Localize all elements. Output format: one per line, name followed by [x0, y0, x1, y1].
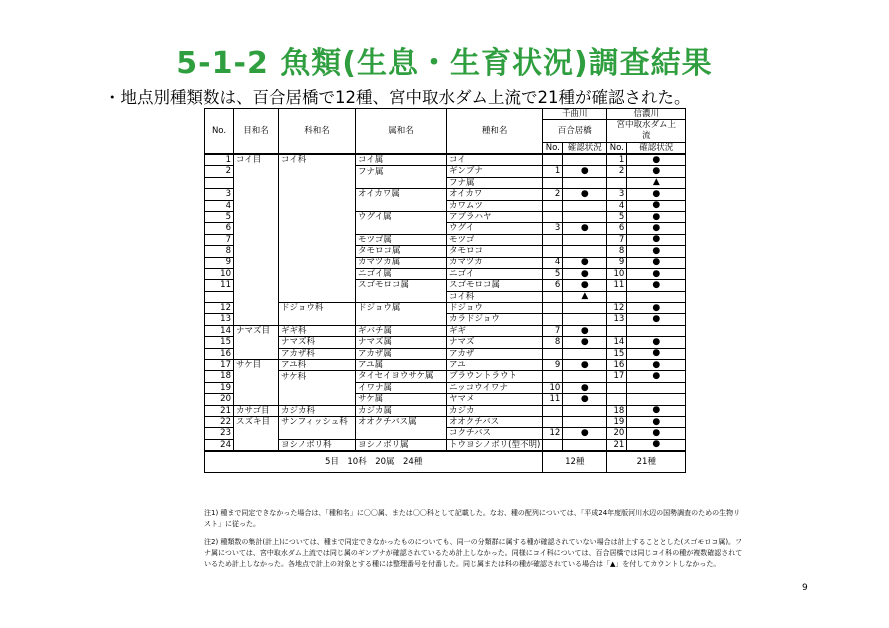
- row-site2-confirm: ●: [627, 428, 686, 439]
- row-site2-no: 2: [607, 166, 627, 177]
- row-genus: [356, 314, 447, 325]
- row-no: 8: [205, 246, 234, 257]
- row-order: スズキ目: [234, 416, 279, 427]
- row-order: [234, 394, 279, 405]
- row-order: [234, 291, 279, 302]
- row-site1-confirm: ▲: [563, 291, 607, 302]
- row-order: [234, 337, 279, 348]
- header-site1-confirm: 確認状況: [563, 143, 607, 155]
- row-site1-confirm: [563, 439, 607, 451]
- table-row: [205, 189, 686, 200]
- row-order: サケ目: [234, 360, 279, 371]
- row-order: ナマズ目: [234, 325, 279, 336]
- footnote-1: 注1) 種まで同定できなかった場合は、「種和名」に〇〇属、または〇〇科として記載した。なお、種の配列については、「平成24年度版河川水辺の国勢調査のための生物リスト」に従った。: [204, 509, 741, 528]
- row-site1-no: [543, 405, 563, 416]
- row-site1-confirm: ●: [563, 223, 607, 234]
- row-order: [234, 246, 279, 257]
- table-row: [205, 154, 686, 166]
- table-row: [205, 234, 686, 245]
- row-site1-confirm: ●: [563, 325, 607, 336]
- table-row: [205, 394, 686, 405]
- row-no: 22: [205, 416, 234, 427]
- header-site-yuriibashi: 百合居橋: [543, 120, 607, 143]
- row-family: [279, 268, 356, 279]
- row-genus: [356, 200, 447, 211]
- row-genus: サケ属: [356, 394, 447, 405]
- table-row: [205, 360, 686, 371]
- row-site2-no: 7: [607, 234, 627, 245]
- table-row: [205, 166, 686, 177]
- table-row: [205, 223, 686, 234]
- summary-bullet: ・地点別種類数は、百合居橋で12種、宮中取水ダム上流で21種が確認された。: [104, 88, 691, 107]
- row-site2-confirm: ●: [627, 360, 686, 371]
- row-family: サケ科: [279, 371, 356, 382]
- row-site2-confirm: ▲: [627, 177, 686, 188]
- row-site2-confirm: ●: [627, 303, 686, 314]
- row-no: 4: [205, 200, 234, 211]
- row-species: カラドジョウ: [447, 314, 543, 325]
- row-species: コイ: [447, 154, 543, 166]
- footnote-2: 注2) 種類数の集計(計上)については、種まで同定できなかったものについても、同一の分類群に属する種が確認されていない場合は計上することとした(スゴモロコ属)。フナ属については、宮中取水ダム上流では同じ属のギンブナが確認されているため計上しなかった。同様にコイ科については、百合居橋では同じコイ科の種が複数確認されているため計上しなかった。各地点で計上の対象とする種には整理番号を付番した。同じ属または科の種が確認されている場合は「▲」を付してカウントしなかった。: [204, 538, 743, 568]
- row-genus: カジカ属: [356, 405, 447, 416]
- row-site1-confirm: [563, 234, 607, 245]
- row-family: ヨシノボリ科: [279, 439, 356, 451]
- row-site2-confirm: ●: [627, 348, 686, 359]
- header-site2-confirm: 確認状況: [627, 143, 686, 155]
- row-site2-confirm: ●: [627, 200, 686, 211]
- row-site1-confirm: [563, 177, 607, 188]
- row-family: ドジョウ科: [279, 303, 356, 314]
- row-species: タモロコ: [447, 246, 543, 257]
- row-genus: ニゴイ属: [356, 268, 447, 279]
- header-species: 種和名: [447, 109, 543, 155]
- row-site2-no: 14: [607, 337, 627, 348]
- row-site2-no: 19: [607, 416, 627, 427]
- table-row: [205, 257, 686, 268]
- row-no: 19: [205, 382, 234, 393]
- table-row: [205, 268, 686, 279]
- row-site2-confirm: ●: [627, 268, 686, 279]
- summary-site2: 21種: [607, 451, 686, 473]
- row-site1-no: [543, 416, 563, 427]
- row-family: [279, 246, 356, 257]
- row-order: [234, 268, 279, 279]
- row-no: 20: [205, 394, 234, 405]
- footnotes: [204, 508, 744, 577]
- row-family: [279, 428, 356, 439]
- row-family: [279, 382, 356, 393]
- row-site1-no: [543, 200, 563, 211]
- row-species: ヤマメ: [447, 394, 543, 405]
- header-site2-no: No.: [607, 143, 627, 155]
- row-species: コクチバス: [447, 428, 543, 439]
- page-number: 9: [802, 583, 808, 593]
- row-site1-no: 2: [543, 189, 563, 200]
- row-site2-no: 20: [607, 428, 627, 439]
- row-genus: タモロコ属: [356, 246, 447, 257]
- row-order: [234, 189, 279, 200]
- row-genus: ナマズ属: [356, 337, 447, 348]
- row-site1-no: [543, 211, 563, 222]
- row-family: ギギ科: [279, 325, 356, 336]
- row-site1-no: [543, 314, 563, 325]
- row-no: 9: [205, 257, 234, 268]
- row-site2-confirm: [627, 325, 686, 336]
- row-no: [205, 177, 234, 188]
- fish-survey-table: [204, 108, 686, 473]
- row-site1-no: 7: [543, 325, 563, 336]
- row-genus: [356, 177, 447, 188]
- summary-row: [205, 451, 686, 473]
- header-river-shinano: 信濃川: [607, 109, 686, 120]
- row-no: 13: [205, 314, 234, 325]
- table-row: [205, 200, 686, 211]
- row-no: 16: [205, 348, 234, 359]
- table-row: [205, 303, 686, 314]
- row-order: [234, 303, 279, 314]
- row-genus: フナ属: [356, 166, 447, 177]
- row-species: トウヨシノボリ(型不明): [447, 439, 543, 451]
- row-no: [205, 291, 234, 302]
- row-family: ナマズ科: [279, 337, 356, 348]
- row-site2-confirm: ●: [627, 246, 686, 257]
- header-site-miyanaka: 宮中取水ダム上流: [607, 120, 686, 143]
- header-site1-no: No.: [543, 143, 563, 155]
- row-family: [279, 291, 356, 302]
- row-order: [234, 428, 279, 439]
- row-family: [279, 314, 356, 325]
- row-genus: アカザ属: [356, 348, 447, 359]
- row-family: [279, 257, 356, 268]
- row-site2-confirm: ●: [627, 211, 686, 222]
- row-site1-no: 5: [543, 268, 563, 279]
- row-site2-no: 9: [607, 257, 627, 268]
- row-site1-no: [543, 177, 563, 188]
- row-species: ニッコウイワナ: [447, 382, 543, 393]
- row-site1-confirm: [563, 405, 607, 416]
- row-site1-no: 12: [543, 428, 563, 439]
- row-site1-confirm: ●: [563, 360, 607, 371]
- table-row: [205, 314, 686, 325]
- row-order: [234, 371, 279, 382]
- row-genus: スゴモロコ属: [356, 280, 447, 291]
- table-row: [205, 246, 686, 257]
- row-site2-no: [607, 394, 627, 405]
- row-genus: ウグイ属: [356, 211, 447, 222]
- row-order: [234, 211, 279, 222]
- row-no: 12: [205, 303, 234, 314]
- table-row: [205, 428, 686, 439]
- row-site2-confirm: ●: [627, 166, 686, 177]
- row-site1-no: 9: [543, 360, 563, 371]
- row-family: アカザ科: [279, 348, 356, 359]
- row-family: [279, 394, 356, 405]
- table-row: [205, 211, 686, 222]
- row-site2-no: [607, 177, 627, 188]
- row-family: [279, 200, 356, 211]
- row-no: 18: [205, 371, 234, 382]
- row-family: [279, 189, 356, 200]
- row-order: カサゴ目: [234, 405, 279, 416]
- row-site1-confirm: [563, 314, 607, 325]
- row-order: [234, 280, 279, 291]
- row-site1-confirm: [563, 246, 607, 257]
- row-site1-confirm: [563, 200, 607, 211]
- table-row: [205, 337, 686, 348]
- row-genus: [356, 291, 447, 302]
- row-site2-confirm: [627, 382, 686, 393]
- row-family: サンフィッシュ科: [279, 416, 356, 427]
- row-species: フナ属: [447, 177, 543, 188]
- row-species: オオクチバス: [447, 416, 543, 427]
- row-order: [234, 177, 279, 188]
- row-site1-no: [543, 291, 563, 302]
- row-site2-no: 17: [607, 371, 627, 382]
- row-site1-no: 6: [543, 280, 563, 291]
- row-site2-confirm: ●: [627, 189, 686, 200]
- row-site1-confirm: ●: [563, 337, 607, 348]
- row-species: スゴモロコ属: [447, 280, 543, 291]
- row-site1-no: [543, 303, 563, 314]
- row-site2-confirm: ●: [627, 154, 686, 166]
- row-site2-no: 6: [607, 223, 627, 234]
- row-site2-confirm: ●: [627, 257, 686, 268]
- row-species: モツゴ: [447, 234, 543, 245]
- row-order: [234, 257, 279, 268]
- row-site2-confirm: ●: [627, 337, 686, 348]
- row-site1-no: [543, 154, 563, 166]
- header-river-chikuma: 千曲川: [543, 109, 607, 120]
- row-family: アユ科: [279, 360, 356, 371]
- row-species: ブラウントラウト: [447, 371, 543, 382]
- row-site2-no: [607, 291, 627, 302]
- row-no: 17: [205, 360, 234, 371]
- row-site1-confirm: ●: [563, 257, 607, 268]
- row-genus: オオクチバス属: [356, 416, 447, 427]
- row-family: [279, 223, 356, 234]
- table-row: [205, 416, 686, 427]
- row-site2-no: 10: [607, 268, 627, 279]
- row-site1-no: 10: [543, 382, 563, 393]
- header-order: 目和名: [234, 109, 279, 155]
- row-site1-confirm: [563, 348, 607, 359]
- row-no: 6: [205, 223, 234, 234]
- row-no: 10: [205, 268, 234, 279]
- row-no: 7: [205, 234, 234, 245]
- row-order: [234, 200, 279, 211]
- row-site1-no: 11: [543, 394, 563, 405]
- row-family: [279, 166, 356, 177]
- row-site2-no: 16: [607, 360, 627, 371]
- row-site2-confirm: ●: [627, 223, 686, 234]
- table-row: [205, 348, 686, 359]
- row-species: ドジョウ: [447, 303, 543, 314]
- table-row: [205, 280, 686, 291]
- row-family: カジカ科: [279, 405, 356, 416]
- row-site1-no: [543, 371, 563, 382]
- row-genus: アユ属: [356, 360, 447, 371]
- row-site1-no: [543, 234, 563, 245]
- row-species: カジカ: [447, 405, 543, 416]
- row-species: ウグイ: [447, 223, 543, 234]
- row-order: [234, 166, 279, 177]
- table-row: [205, 405, 686, 416]
- table-row: [205, 439, 686, 451]
- page-title: 5-1-2 魚類(生息・生育状況)調査結果: [176, 46, 713, 81]
- row-order: [234, 314, 279, 325]
- row-no: 3: [205, 189, 234, 200]
- row-no: 2: [205, 166, 234, 177]
- header-genus: 属和名: [356, 109, 447, 155]
- row-species: ナマズ: [447, 337, 543, 348]
- row-genus: [356, 223, 447, 234]
- row-no: 24: [205, 439, 234, 451]
- table-row: [205, 382, 686, 393]
- row-site2-confirm: ●: [627, 405, 686, 416]
- row-species: カマツカ: [447, 257, 543, 268]
- row-site1-confirm: ●: [563, 166, 607, 177]
- row-genus: タイセイヨウサケ属: [356, 371, 447, 382]
- row-species: ギンブナ: [447, 166, 543, 177]
- row-order: [234, 223, 279, 234]
- table-row: [205, 325, 686, 336]
- row-genus: カマツカ属: [356, 257, 447, 268]
- row-family: [279, 177, 356, 188]
- row-family: [279, 234, 356, 245]
- row-site1-no: 4: [543, 257, 563, 268]
- row-site2-no: 5: [607, 211, 627, 222]
- row-genus: モツゴ属: [356, 234, 447, 245]
- row-site2-no: 1: [607, 154, 627, 166]
- row-genus: オイカワ属: [356, 189, 447, 200]
- row-site2-confirm: ●: [627, 439, 686, 451]
- row-site1-confirm: ●: [563, 189, 607, 200]
- row-species: ニゴイ: [447, 268, 543, 279]
- row-species: アカザ: [447, 348, 543, 359]
- row-site2-no: 3: [607, 189, 627, 200]
- row-site1-confirm: [563, 154, 607, 166]
- row-family: [279, 280, 356, 291]
- row-species: オイカワ: [447, 189, 543, 200]
- row-genus: コイ属: [356, 154, 447, 166]
- row-site2-confirm: [627, 291, 686, 302]
- row-site2-no: 18: [607, 405, 627, 416]
- row-genus: ドジョウ属: [356, 303, 447, 314]
- row-no: 15: [205, 337, 234, 348]
- row-species: アユ: [447, 360, 543, 371]
- row-site1-confirm: ●: [563, 428, 607, 439]
- row-site1-no: 8: [543, 337, 563, 348]
- table-row: [205, 177, 686, 188]
- row-order: [234, 382, 279, 393]
- row-site1-confirm: [563, 416, 607, 427]
- row-site1-no: [543, 348, 563, 359]
- row-site1-confirm: ●: [563, 268, 607, 279]
- row-site1-confirm: ●: [563, 280, 607, 291]
- row-site2-confirm: ●: [627, 280, 686, 291]
- row-no: 23: [205, 428, 234, 439]
- row-genus: イワナ属: [356, 382, 447, 393]
- row-site1-no: 1: [543, 166, 563, 177]
- row-site2-no: 12: [607, 303, 627, 314]
- row-species: アブラハヤ: [447, 211, 543, 222]
- header-family: 科和名: [279, 109, 356, 155]
- row-site1-no: [543, 246, 563, 257]
- row-site2-confirm: ●: [627, 314, 686, 325]
- row-site1-confirm: [563, 211, 607, 222]
- row-site2-confirm: ●: [627, 371, 686, 382]
- row-order: [234, 348, 279, 359]
- table-body: [205, 154, 686, 451]
- row-site1-confirm: [563, 303, 607, 314]
- row-site2-no: 11: [607, 280, 627, 291]
- row-family: コイ科: [279, 154, 356, 166]
- row-no: 1: [205, 154, 234, 166]
- row-site1-confirm: [563, 371, 607, 382]
- row-genus: ギバチ属: [356, 325, 447, 336]
- row-site2-confirm: ●: [627, 416, 686, 427]
- summary-site1: 12種: [543, 451, 607, 473]
- row-genus: [356, 428, 447, 439]
- row-site2-confirm: ●: [627, 234, 686, 245]
- row-site2-no: 8: [607, 246, 627, 257]
- row-site2-no: [607, 382, 627, 393]
- row-site1-confirm: ●: [563, 394, 607, 405]
- row-site2-no: 15: [607, 348, 627, 359]
- row-site1-no: 3: [543, 223, 563, 234]
- table-row: [205, 291, 686, 302]
- row-site1-confirm: ●: [563, 382, 607, 393]
- row-site2-no: 13: [607, 314, 627, 325]
- row-site1-no: [543, 439, 563, 451]
- row-order: [234, 234, 279, 245]
- row-species: カワムツ: [447, 200, 543, 211]
- row-site2-confirm: [627, 394, 686, 405]
- row-species: ギギ: [447, 325, 543, 336]
- row-site2-no: 4: [607, 200, 627, 211]
- row-order: [234, 439, 279, 451]
- table-row: [205, 371, 686, 382]
- row-no: 11: [205, 280, 234, 291]
- row-site2-no: [607, 325, 627, 336]
- row-no: 14: [205, 325, 234, 336]
- row-family: [279, 211, 356, 222]
- summary-total: 5目 10科 20属 24種: [205, 451, 543, 473]
- header-no: No.: [205, 109, 234, 155]
- row-order: コイ目: [234, 154, 279, 166]
- row-no: 21: [205, 405, 234, 416]
- row-species: コイ科: [447, 291, 543, 302]
- row-site2-no: 21: [607, 439, 627, 451]
- row-no: 5: [205, 211, 234, 222]
- row-genus: ヨシノボリ属: [356, 439, 447, 451]
